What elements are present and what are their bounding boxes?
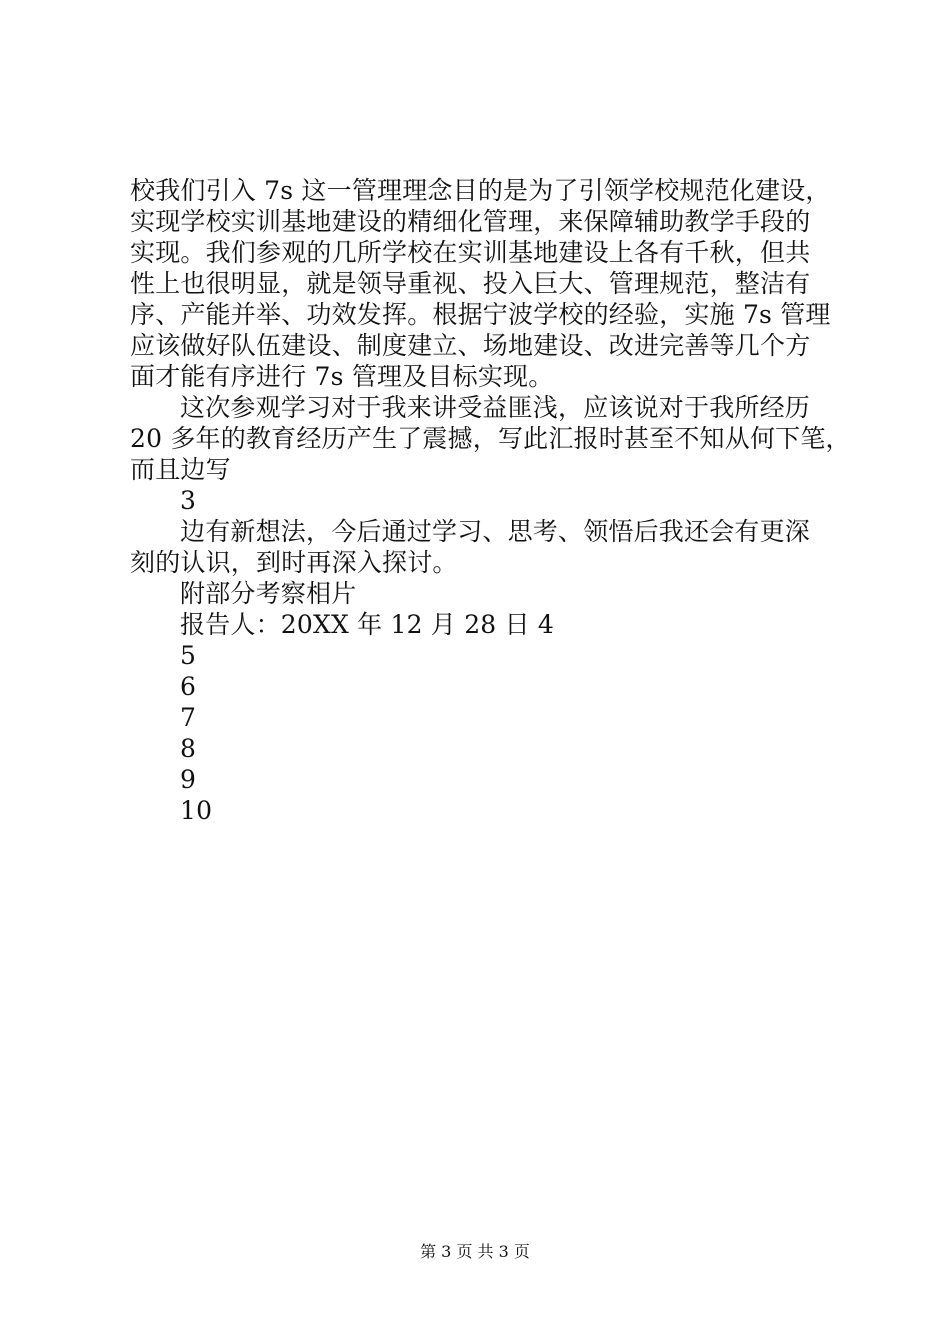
- text-line: 应该做好队伍建设、制度建立、场地建设、改进完善等几个方: [130, 331, 811, 360]
- page-number-fragment: 8: [180, 734, 197, 763]
- text-line: 边有新想法，今后通过学习、思考、领悟后我还会有更深: [180, 517, 811, 546]
- text-line: 而且边写: [130, 455, 231, 484]
- text-line: 附部分考察相片: [180, 579, 357, 608]
- reporter-line: 报告人：20XX 年 12 月 28 日 4: [180, 610, 555, 639]
- text-line: 20 多年的教育经历产生了震撼，写此汇报时甚至不知从何下笔，: [130, 424, 851, 453]
- text-line: 校我们引入 7s 这一管理理念目的是为了引领学校规范化建设，: [130, 176, 831, 205]
- text-line: 序、产能并举、功效发挥。根据宁波学校的经验，实施 7s 管理: [130, 300, 831, 329]
- text-line: 这次参观学习对于我来讲受益匪浅，应该说对于我所经历: [180, 393, 811, 422]
- document-body: [130, 175, 850, 826]
- page-number-fragment: 5: [180, 641, 197, 670]
- page-footer: 第 3 页 共 3 页: [420, 1242, 530, 1261]
- text-line: 实现学校实训基地建设的精细化管理，来保障辅助教学手段的: [130, 207, 811, 236]
- text-line: 刻的认识，到时再深入探讨。: [130, 548, 458, 577]
- page-number-fragment: 7: [180, 703, 197, 732]
- page-number-fragment: 10: [180, 796, 213, 825]
- text-line: 面才能有序进行 7s 管理及目标实现。: [130, 362, 554, 391]
- text-line: 性上也很明显，就是领导重视、投入巨大、管理规范，整洁有: [130, 269, 811, 298]
- text-line: 实现。我们参观的几所学校在实训基地建设上各有千秋，但共: [130, 238, 811, 267]
- page-number-fragment: 3: [180, 486, 197, 515]
- page-number-fragment: 6: [180, 672, 197, 701]
- page-number-fragment: 9: [180, 765, 197, 794]
